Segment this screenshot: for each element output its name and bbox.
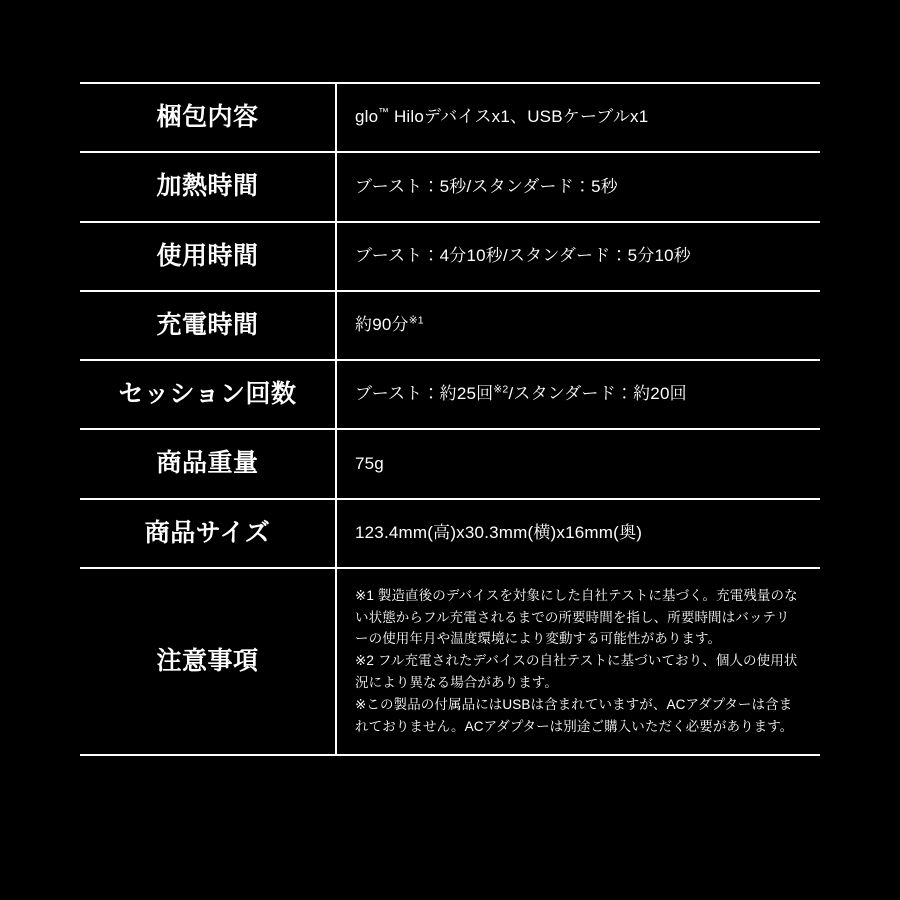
row-value-product-weight: 75g: [355, 453, 384, 473]
row-value-notes: [336, 568, 820, 755]
row-label-notes: 注意事項: [80, 568, 336, 755]
table-row: [80, 222, 820, 291]
specification-table: [80, 82, 820, 756]
row-value-product-size: 123.4mm(高)x30.3mm(横)x16mm(奥): [355, 522, 643, 542]
row-value-charging-time: 約90分$^{※1}$: [355, 314, 424, 335]
row-value-usage-time: ブースト：4分10秒/スタンダード：5分10秒: [355, 245, 692, 265]
row-value-package-contents: glo™ Hiloデバイスx1、USBケーブルx1: [355, 106, 649, 127]
table-row: [80, 499, 820, 568]
table-row: [80, 360, 820, 429]
row-label-usage-time: 使用時間: [80, 222, 336, 291]
table-row: [80, 429, 820, 498]
row-label-package-contents: 梱包内容: [80, 83, 336, 152]
row-label-product-weight: 商品重量: [80, 429, 336, 498]
row-label-charging-time: 充電時間: [80, 291, 336, 360]
table-row-notes: [80, 568, 820, 755]
note-line-1: ※1 製造直後のデバイスを対象にした自社テストに基づく。充電残量のない状態からフル充電されるまでの所要時間を指し、所要時間はバッテリーの使用年月や温度環境により変動する可能性があります。: [355, 587, 798, 647]
row-label-session-count: セッション回数: [80, 360, 336, 429]
table-row: [80, 291, 820, 360]
row-value-heating-time: ブースト：5秒/スタンダード：5秒: [355, 176, 618, 196]
table-row: [80, 83, 820, 152]
row-value-session-count: ブースト：約25回$^{※2}$/スタンダード：約20回: [355, 383, 687, 404]
note-line-2: ※2 フル充電されたデバイスの自社テストに基づいており、個人の使用状況により異なる場合があります。: [355, 653, 798, 691]
note-line-3: ※この製品の付属品にはUSBは含まれていますが、ACアダプターは含まれておりません。ACアダプターは別途ご購入いただく必要があります。: [355, 697, 794, 734]
table-row: [80, 152, 820, 221]
row-label-heating-time: 加熱時間: [80, 152, 336, 221]
row-label-product-size: 商品サイズ: [80, 499, 336, 568]
